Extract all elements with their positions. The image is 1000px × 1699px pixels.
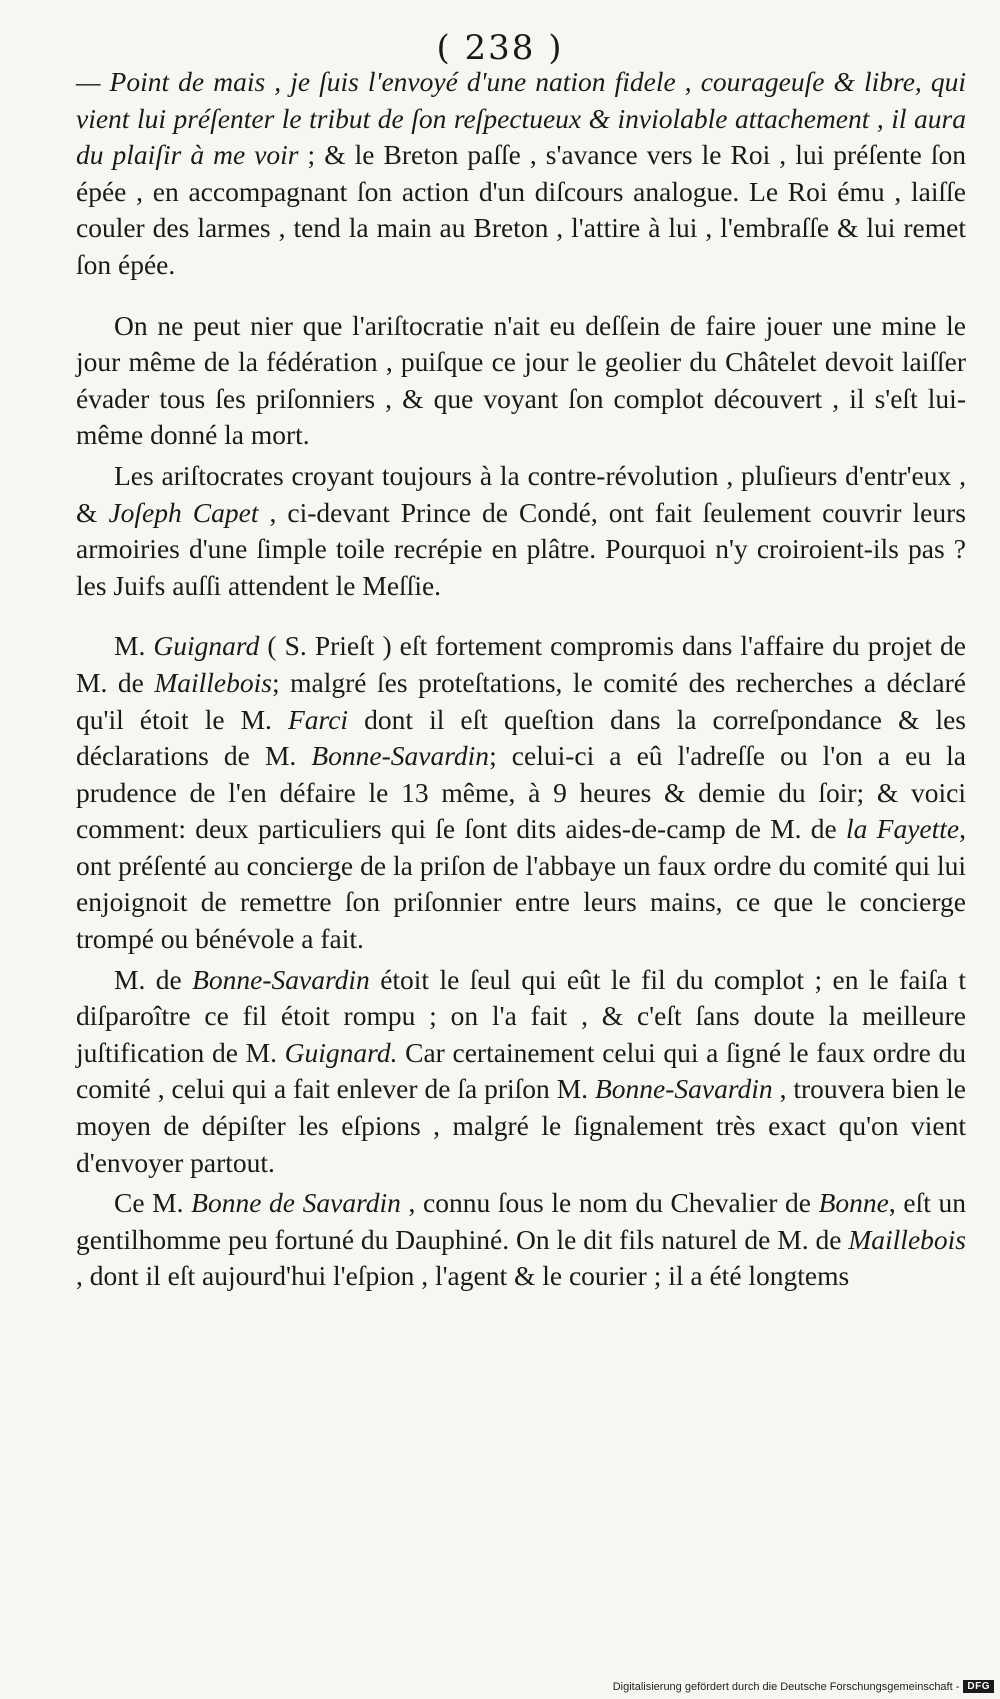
text-span: , ont préſenté au concierge de la priſon de l'abbaye un faux ordre du comité qui lui enjoignoit de remettre ſon priſonnier entre leurs mains, ce que le concierge trompé ou bénévole a fait. xyxy=(76,813,966,955)
text-span: Bonne xyxy=(818,1187,889,1219)
paragraph-5 xyxy=(76,962,966,1182)
text-span: , dont il eſt aujourd'hui l'eſpion , l'agent & le courier ; il a été longtems xyxy=(76,1260,850,1292)
text-span: Les ariſtocrates croyant toujours à la contre-révolution , pluſieurs d'entr'eux , & xyxy=(76,459,966,528)
text-span: Guignard xyxy=(153,630,260,662)
paragraph-2 xyxy=(76,308,966,454)
text-span: , ci-devant Prince de Condé, ont fait ſeulement couvrir leurs armoiries d'une ſimple toile recrépie en plâtre. Pourquoi n'y croiroient-ils pas ? les Juifs auſſi attendent le Meſſie. xyxy=(76,496,966,601)
credit-text: Digitalisierung gefördert durch die Deutsche Forschungsgemeinschaft - xyxy=(612,1680,960,1693)
text-span: Guignard. xyxy=(284,1036,398,1068)
text-span: M. de xyxy=(114,963,193,995)
text-span: , trouvera bien le moyen de dépiſter les eſpions , malgré le ſignalement très exact qu'on vient d'envoyer partout. xyxy=(76,1073,967,1178)
body-text xyxy=(76,64,966,1295)
text-span: , connu ſous le nom du Chevalier de xyxy=(400,1187,819,1219)
text-span: Bonne-Savardin xyxy=(594,1073,773,1105)
paragraph-6 xyxy=(76,1185,966,1295)
text-span: On ne peut nier que l'ariſtocratie n'ait eu deſſein de faire jouer une mine le jour même de la fédération , puiſque ce jour le geolier du Châtelet devoit laiſſer évader tous ſes priſonniers , & que voyant ſon complot découvert , il s'eſt lui-même donné la mort. xyxy=(76,309,966,451)
text-span: Joſeph Capet xyxy=(108,496,259,528)
text-span: ; celui-ci a eû l'adreſſe ou l'on a eu la prudence de l'en défaire le 13 même, à 9 heures & demie du ſoir; & voici comment: deux particuliers qui ſe ſont dits aides-de-camp de M. de xyxy=(76,740,966,845)
paragraph-3 xyxy=(76,458,966,604)
text-span: — Point de mais , je ſuis l'envoyé d'une nation fidele , courageuſe & libre, qui vient lui préſenter le tribut de ſon reſpectueux & inviolable attachement , il aura du plaiſir à me voir xyxy=(76,66,966,171)
paragraph-1 xyxy=(76,64,966,284)
text-span: Bonne de Savardin xyxy=(191,1187,401,1219)
digitization-credit xyxy=(613,1680,994,1693)
text-span: dont il eſt queſtion dans la correſpondance & les déclarations de M. xyxy=(76,703,966,772)
text-span: Farci xyxy=(288,703,349,735)
text-span: M. xyxy=(114,630,154,662)
text-span: Ce M. xyxy=(114,1187,192,1219)
page-number: ( 238 ) xyxy=(436,28,564,68)
text-span: , eſt un gentilhomme peu fortuné du Dauphiné. On le dit fils naturel de M. de xyxy=(76,1187,966,1255)
text-span: étoit le ſeul qui eût le fil du complot ; en le faiſa t diſparoître ce fil étoit rompu ; on l'a fait , & c'eſt ſans doute la meilleure juſtification de M. xyxy=(76,963,966,1068)
text-span: Maillebois xyxy=(848,1223,966,1255)
text-span: ( S. Prieſt ) eſt fortement compromis dans l'affaire du projet de M. de xyxy=(76,630,966,698)
text-span: Car certainement celui qui a ſigné le faux ordre du comité , celui qui a fait enlever de ſa priſon M. xyxy=(76,1036,966,1105)
text-span: Bonne-Savardin xyxy=(311,740,490,772)
text-span: Bonne-Savardin xyxy=(192,963,370,995)
text-span: la Fayette xyxy=(846,813,960,845)
text-span: ; malgré ſes proteſtations, le comité des recherches a déclaré qu'il étoit le M. xyxy=(76,666,966,735)
text-span: Maillebois xyxy=(154,666,272,698)
paragraph-4 xyxy=(76,628,966,957)
dfg-logo-icon: DFG xyxy=(963,1680,994,1693)
text-span: ; & le Breton paſſe , s'avance vers le Roi , lui préſente ſon épée , en accompagnant ſon action d'un diſcours analogue. Le Roi ému , laiſſe couler des larmes , tend la main au Breton , l'attire à lui , l'embraſſe & lui remet ſon épée. xyxy=(76,139,966,280)
